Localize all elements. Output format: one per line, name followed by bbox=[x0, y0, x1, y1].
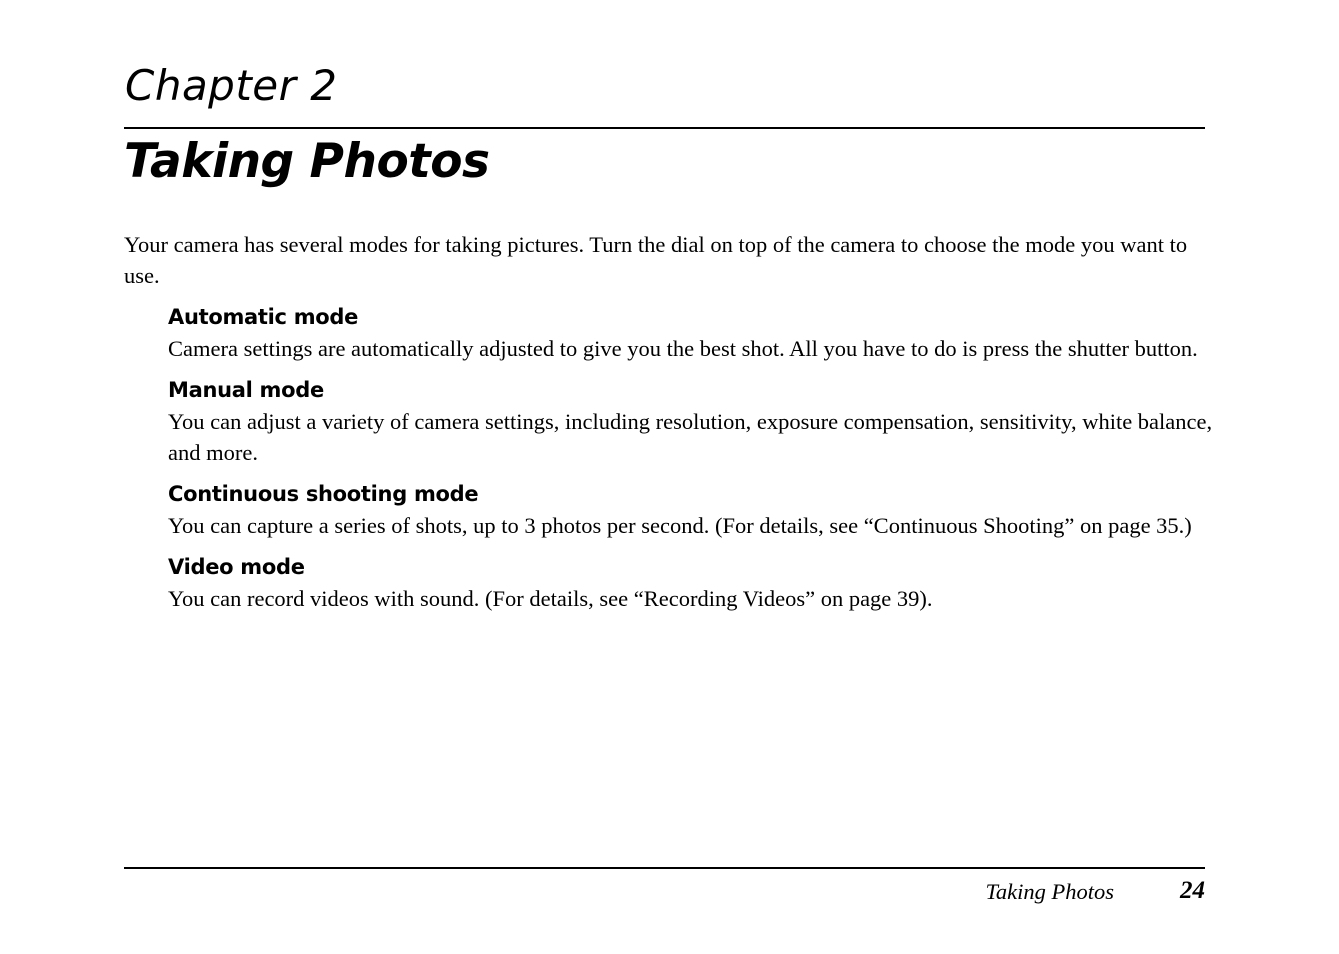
header-rule bbox=[124, 127, 1205, 129]
page-title: Taking Photos bbox=[124, 134, 490, 189]
mode-description: Camera settings are automatically adjusted to give you the best shot. All you have to do is press the shutter button. bbox=[168, 336, 1198, 361]
mode-description: You can record videos with sound. (For details, see “Recording Videos” on page 39). bbox=[168, 586, 933, 611]
chapter-label: Chapter 2 bbox=[125, 61, 338, 110]
footer-section-title: Taking Photos bbox=[985, 879, 1114, 904]
mode-item-manual bbox=[168, 375, 1213, 468]
mode-title: Manual mode bbox=[168, 378, 324, 402]
page-number: 24 bbox=[1180, 877, 1205, 904]
mode-list bbox=[168, 302, 1213, 625]
mode-description: You can capture a series of shots, up to 3 photos per second. (For details, see “Continuous Shooting” on page 35.) bbox=[168, 513, 1192, 538]
mode-item-automatic bbox=[168, 302, 1213, 364]
mode-title: Video mode bbox=[168, 555, 305, 579]
mode-title: Automatic mode bbox=[168, 305, 359, 329]
footer-rule bbox=[124, 867, 1205, 869]
mode-item-video bbox=[168, 552, 1213, 614]
mode-item-continuous bbox=[168, 479, 1213, 541]
intro-paragraph: Your camera has several modes for taking pictures. Turn the dial on top of the camera to choose the mode you want to use. bbox=[124, 232, 1188, 288]
mode-description: You can adjust a variety of camera settings, including resolution, exposure compensation, sensitivity, white balance, and more. bbox=[168, 409, 1213, 465]
mode-title: Continuous shooting mode bbox=[168, 482, 479, 506]
